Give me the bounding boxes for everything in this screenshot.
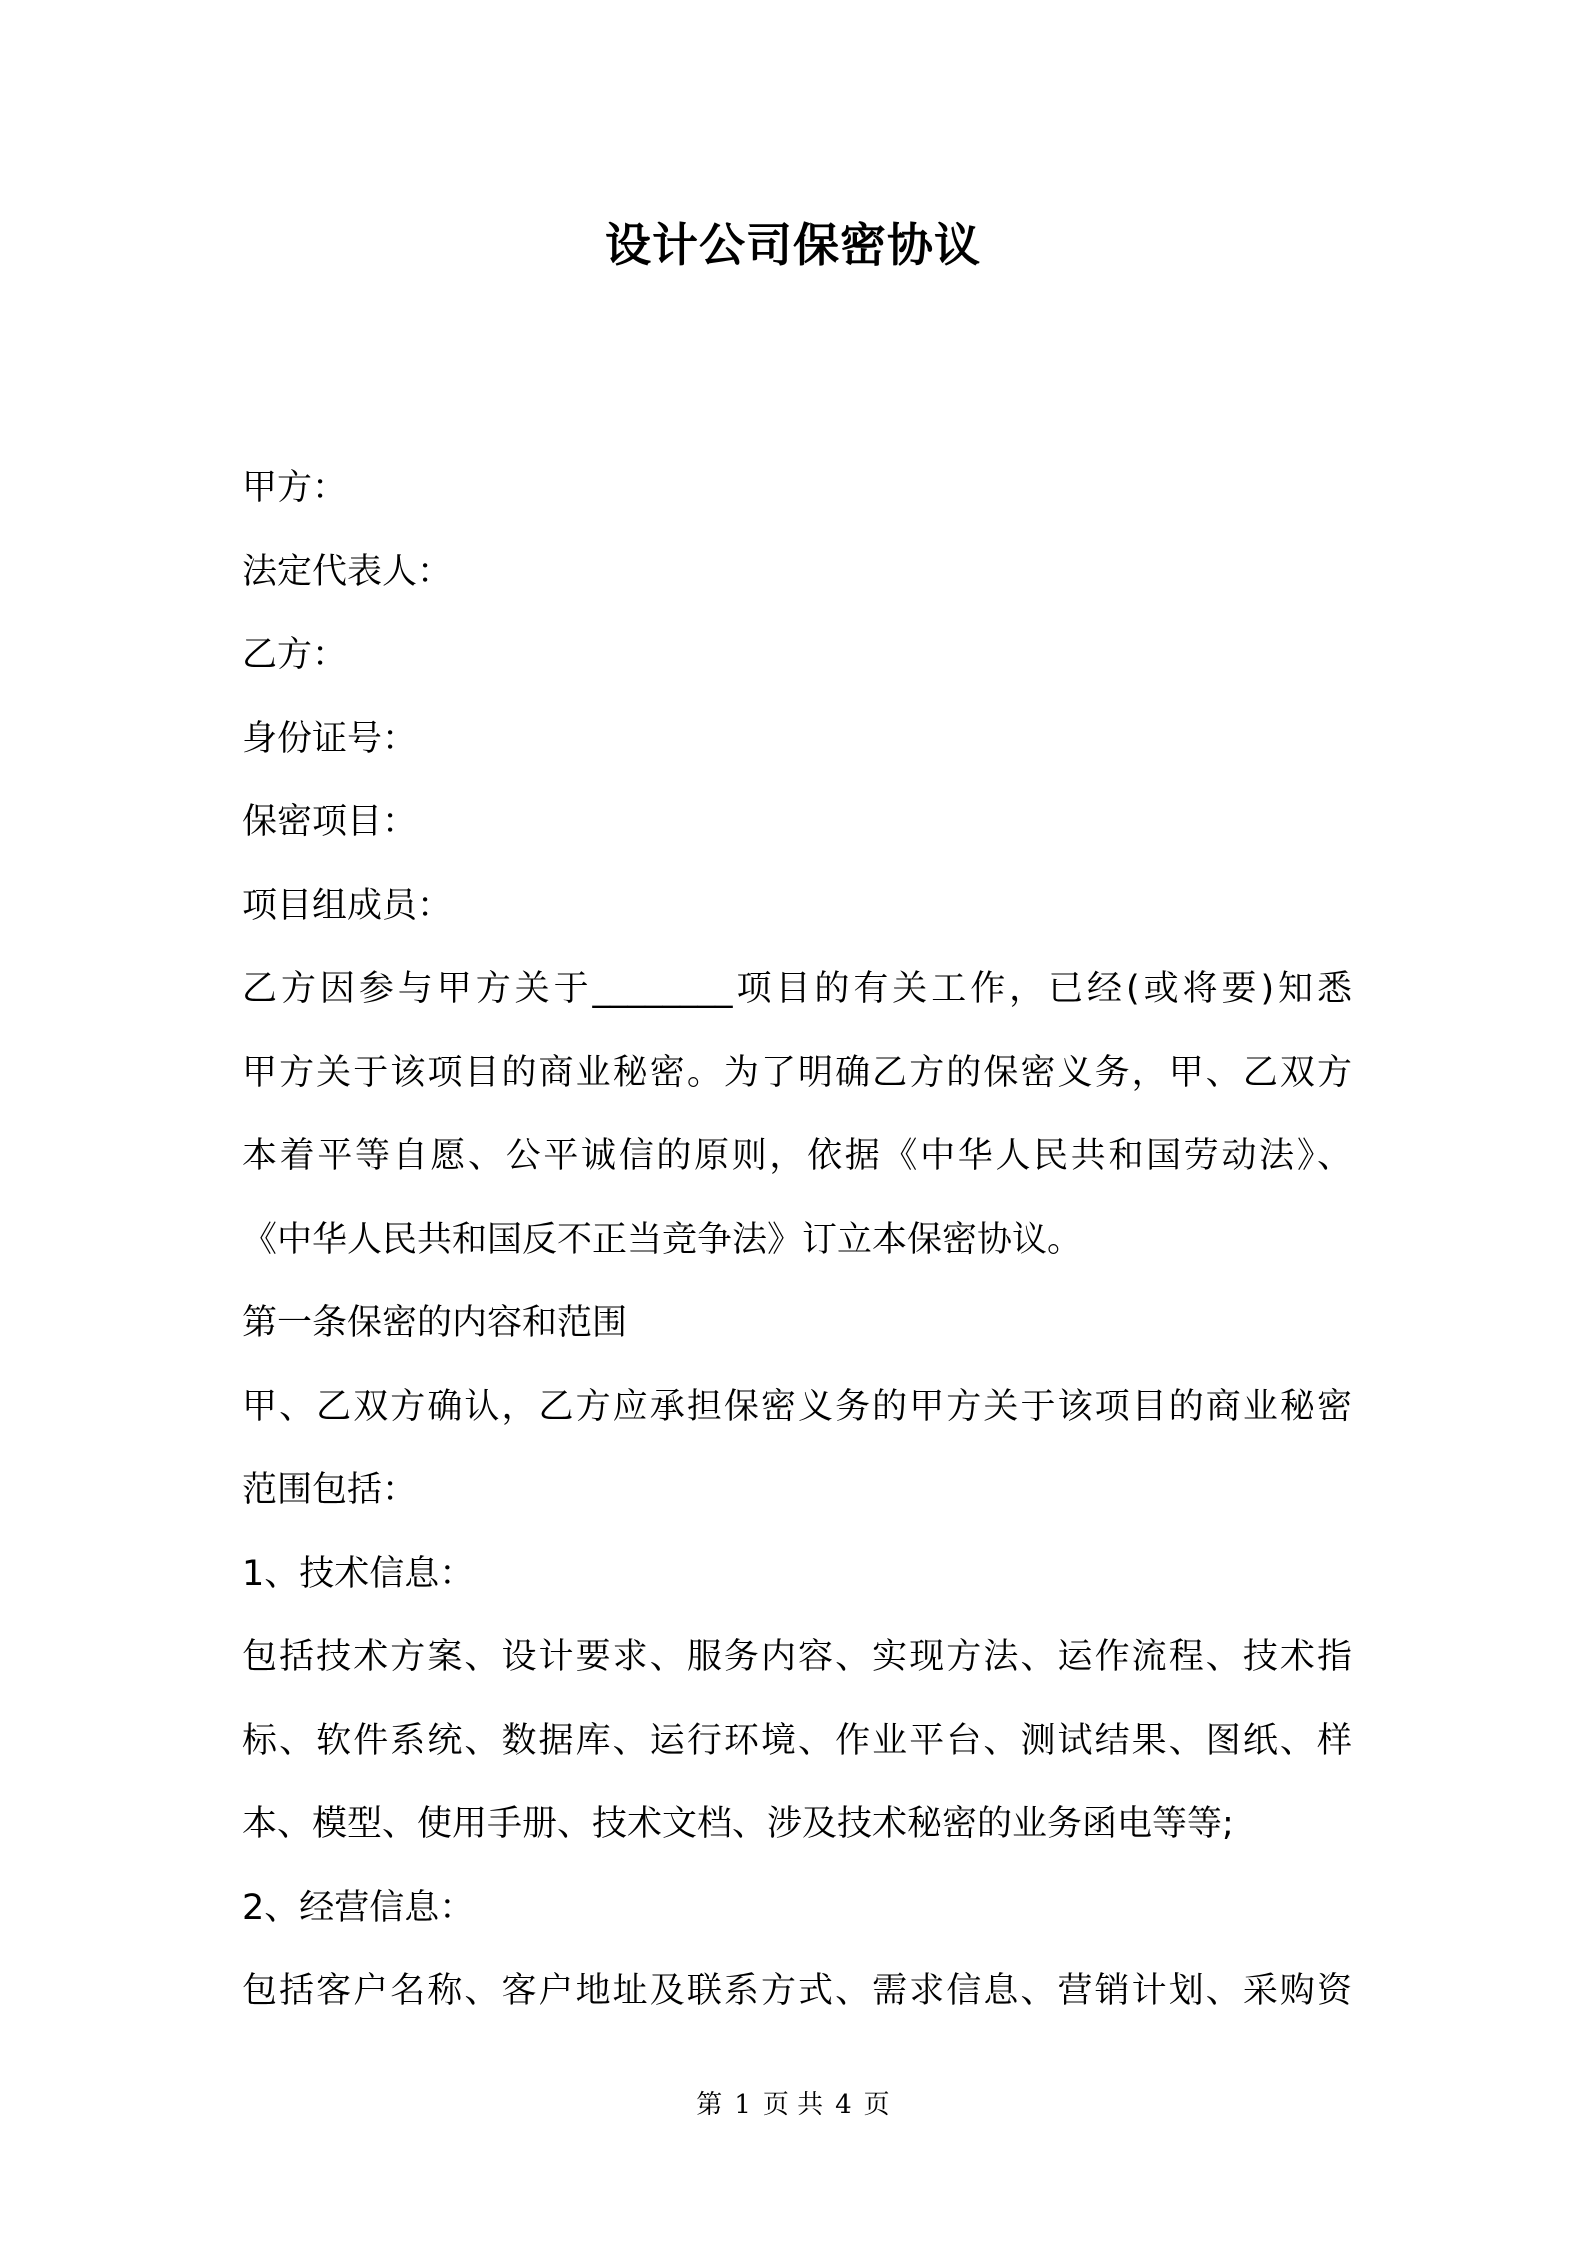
paragraph-line: 甲方关于该项目的商业秘密。为了明确乙方的保密义务，甲、乙双方 [242,1052,1352,1093]
subsection-heading: 1、技术信息： [242,1553,475,1594]
field-confidential-project: 保密项目： [242,802,418,842]
field-party-b: 乙方： [242,635,348,675]
paragraph-line: 甲、乙双方确认，乙方应承担保密义务的甲方关于该项目的商业秘密 [242,1386,1352,1427]
paragraph-line: 乙方因参与甲方关于________项目的有关工作，已经(或将要)知悉 [242,969,1352,1009]
page-footer [0,2088,1586,2122]
footer-mid: 页 共 [762,2090,824,2120]
footer-page-number: 1 [734,2090,751,2120]
document-title: 设计公司保密协议 [605,218,981,272]
document-body [242,447,1352,2034]
paragraph-line: 标、软件系统、数据库、运行环境、作业平台、测试结果、图纸、样 [242,1720,1352,1761]
field-project-members: 项目组成员： [242,885,453,926]
field-party-a: 甲方： [242,468,348,508]
field-legal-representative: 法定代表人： [242,551,453,592]
paragraph-line: 本着平等自愿、公平诚信的原则，依据《中华人民共和国劳动法》、 [242,1136,1352,1176]
field-id-number: 身份证号： [242,718,418,759]
footer-suffix: 页 [863,2090,890,2120]
paragraph-line: 包括客户名称、客户地址及联系方式、需求信息、营销计划、采购资 [242,1971,1352,2011]
section-heading: 第一条保密的内容和范围 [242,1303,628,1343]
paragraph-line: 《中华人民共和国反不正当竞争法》订立本保密协议。 [242,1219,1083,1260]
paragraph-line: 包括技术方案、设计要求、服务内容、实现方法、运作流程、技术指 [242,1637,1352,1677]
paragraph-line: 本、模型、使用手册、技术文档、涉及技术秘密的业务函电等等; [242,1804,1234,1844]
footer-total-pages: 4 [835,2090,852,2120]
paragraph-line: 范围包括： [242,1470,418,1510]
footer-prefix: 第 [696,2090,723,2120]
subsection-heading: 2、经营信息： [242,1887,475,1928]
